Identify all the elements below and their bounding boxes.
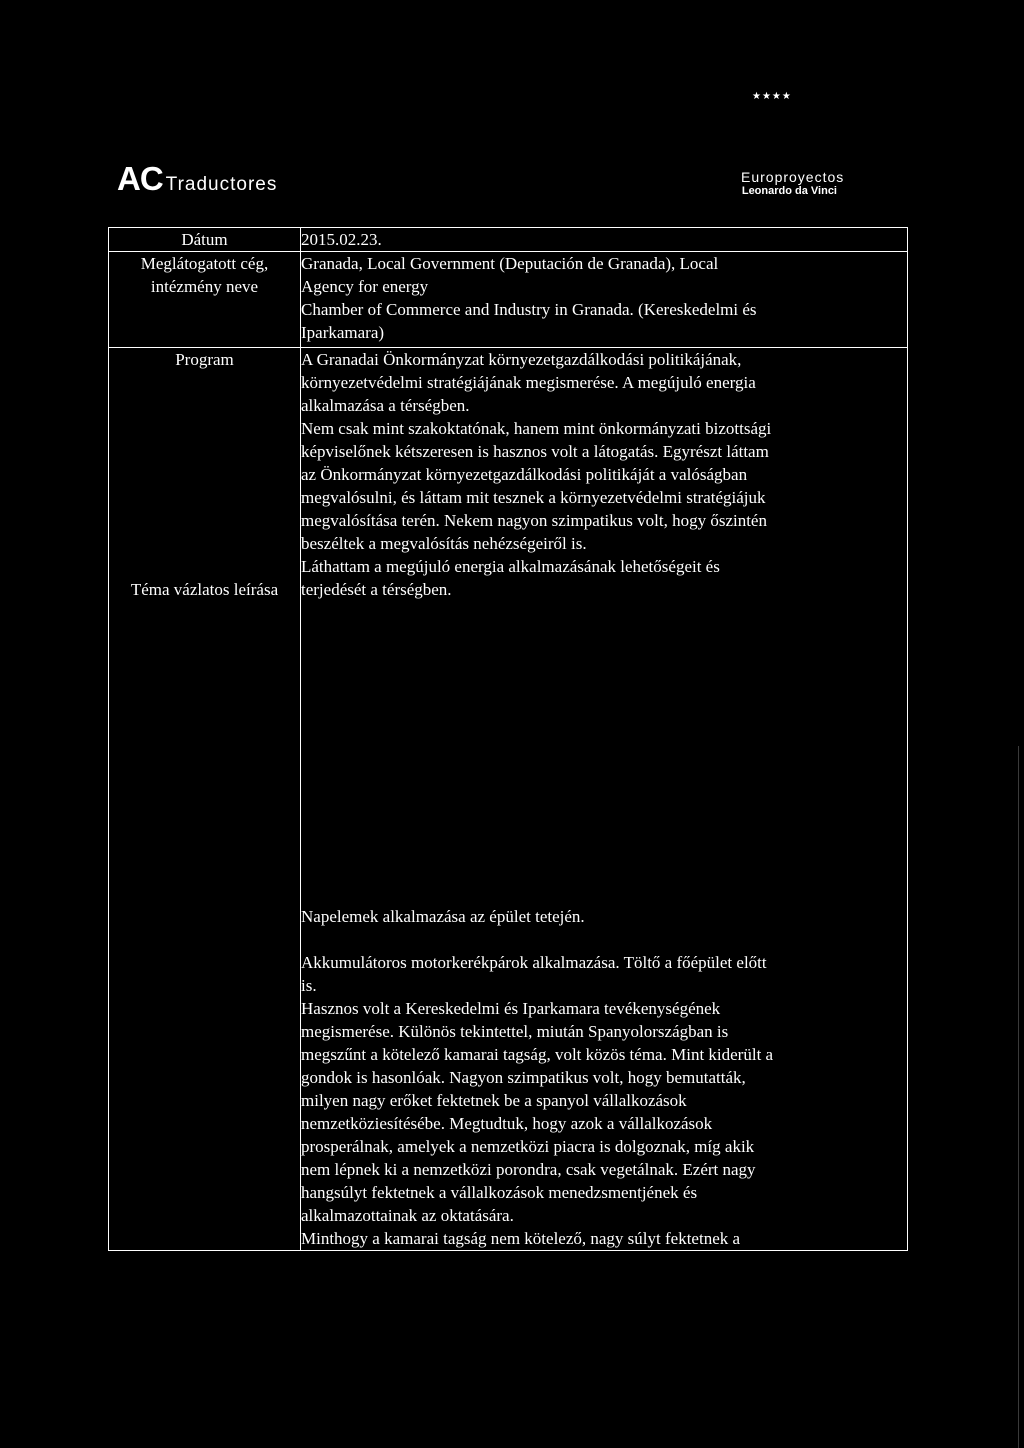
photo-caption-motorbikes: Akkumulátoros motorkerékpárok alkalmazása. Töltő a főépület előtt [301, 953, 767, 972]
program-label: Program [175, 350, 234, 369]
scan-edge-line [1018, 746, 1019, 1448]
org-value-line: Chamber of Commerce and Industry in Granada. (Kereskedelmi és [301, 300, 757, 319]
chamber-line: alkalmazottainak az oktatására. [301, 1206, 514, 1225]
org-value-line: Granada, Local Government (Deputación de Granada), Local [301, 254, 719, 273]
date-value: 2015.02.23. [301, 228, 908, 252]
date-label: Dátum [109, 228, 301, 252]
program-line: alkalmazása a térségben. [301, 396, 470, 415]
spacer [301, 928, 907, 951]
chamber-line: megszűnt a kötelező kamarai tagság, volt közös téma. Mint kiderült a [301, 1045, 774, 1064]
org-value [301, 252, 908, 348]
org-value-line: Iparkamara) [301, 323, 385, 342]
program-line: megvalósítása terén. Nekem nagyon szimpatikus volt, hogy őszintén [301, 511, 767, 530]
logo-europroyectos: Europroyectos [741, 169, 845, 185]
europroyectos-logo [741, 169, 845, 198]
photo-caption-motorbikes: is. [301, 976, 317, 995]
program-line: képviselőnek kétszeresen is hasznos volt a látogatás. Egyrészt láttam [301, 442, 769, 461]
program-line: az Önkormányzat környezetgazdálkodási politikáját a valóságban [301, 465, 748, 484]
program-line: beszéltek a megvalósítás nehézségeiről is. [301, 534, 587, 553]
chamber-line: nemzetköziesítésébe. Megtudtuk, hogy azok a vállalkozások [301, 1114, 713, 1133]
org-label-line: intézmény neve [150, 277, 259, 296]
logo-traductores: Traductores [165, 174, 278, 195]
program-value [301, 348, 908, 1251]
org-label-line: Meglátogatott cég, [140, 254, 269, 273]
program-line: Nem csak mint szakoktatónak, hanem mint önkormányzati bizottsági [301, 419, 772, 438]
org-value-line: Agency for energy [301, 277, 429, 296]
photo-caption-solar: Napelemek alkalmazása az épület tetején. [301, 907, 585, 926]
chamber-line: megismerése. Különös tekintettel, miután Spanyolországban is [301, 1022, 729, 1041]
chamber-line: gondok is hasonlóak. Nagyon szimpatikus volt, hogy bemutatták, [301, 1068, 746, 1087]
eu-stars-logo: ★★★★ [752, 91, 792, 102]
program-line: megvalósulni, és láttam mit tesznek a környezetvédelmi stratégiájuk [301, 488, 766, 507]
table-row [109, 252, 908, 348]
chamber-line: Hasznos volt a Kereskedelmi és Iparkamara tevékenységének [301, 999, 721, 1018]
logo-ac: AC [117, 160, 163, 197]
photo-area [301, 601, 907, 905]
table-row [109, 228, 908, 252]
program-line: A Granadai Önkormányzat környezetgazdálkodási politikájának, [301, 350, 742, 369]
program-line: Láthattam a megújuló energia alkalmazásának lehetőségeit és [301, 557, 720, 576]
chamber-line: prosperálnak, amelyek a nemzetközi piacra is dolgoznak, míg akik [301, 1137, 755, 1156]
program-line: terjedését a térségben. [301, 580, 452, 599]
chamber-line: Minthogy a kamarai tagság nem kötelező, nagy súlyt fektetnek a [301, 1229, 741, 1248]
program-label-cell [109, 348, 301, 1251]
topic-summary-label: Téma vázlatos leírása [130, 580, 279, 599]
table-row [109, 348, 908, 1251]
chamber-line: nem lépnek ki a nemzetközi porondra, csak vegetálnak. Ezért nagy [301, 1160, 756, 1179]
ac-traductores-logo [117, 160, 277, 198]
chamber-line: milyen nagy erőket fektetnek be a spanyol vállalkozások [301, 1091, 687, 1110]
org-label [109, 252, 301, 348]
logo-leonardo: Leonardo da Vinci [741, 185, 837, 197]
report-table [108, 227, 908, 1251]
chamber-line: hangsúlyt fektetnek a vállalkozások menedzsmentjének és [301, 1183, 698, 1202]
program-line: környezetvédelmi stratégiájának megismerése. A megújuló energia [301, 373, 756, 392]
